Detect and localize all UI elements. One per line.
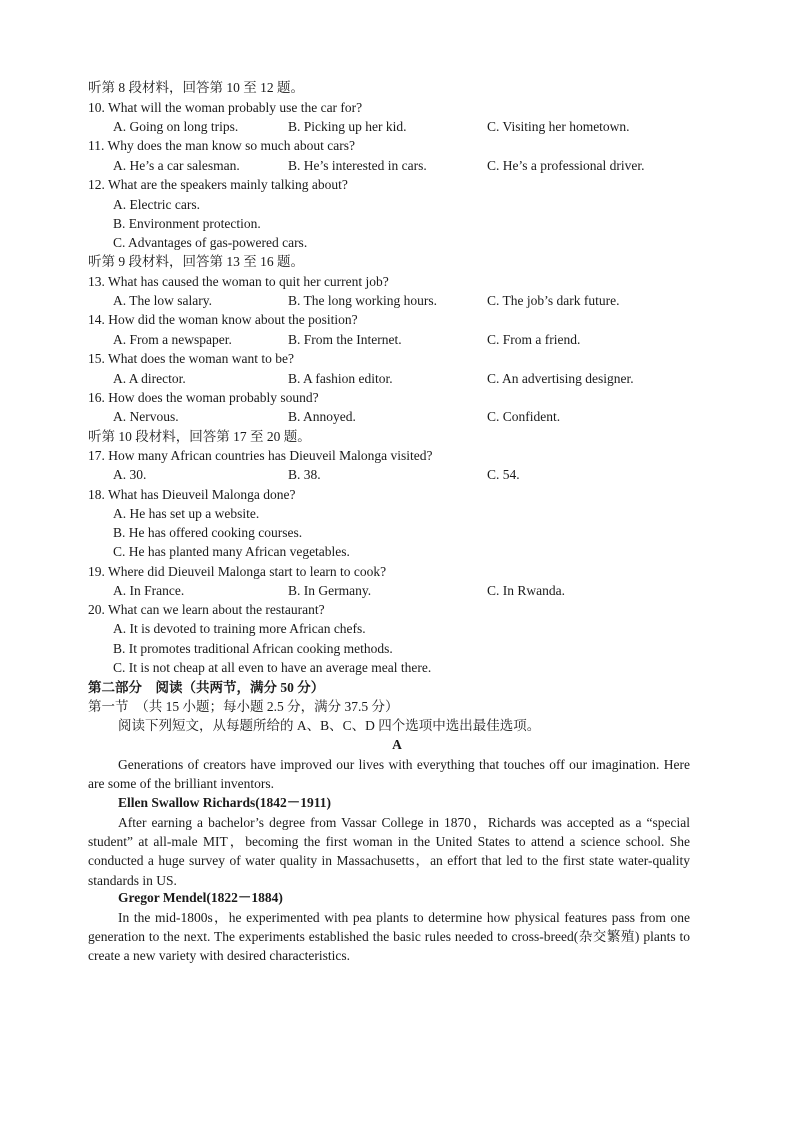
section-8-instruction: 听第 8 段材料，回答第 10 至 12 题。: [88, 80, 304, 95]
person1-heading: Ellen Swallow Richards(1842－1911): [118, 795, 332, 810]
q20-option-c: C. It is not cheap at all even to have an average meal there.: [113, 660, 432, 675]
q11-stem: 11. Why does the man know so much about cars?: [88, 138, 355, 153]
section-9-instruction: 听第 9 段材料，回答第 13 至 16 题。: [88, 254, 304, 269]
q11-option-a: A. He’s a car salesman.: [113, 158, 240, 173]
q10-option-a: A. Going on long trips.: [113, 119, 239, 134]
q12-option-c: C. Advantages of gas-powered cars.: [113, 235, 308, 250]
q16-option-a: A. Nervous.: [113, 409, 179, 424]
q16-option-b: B. Annoyed.: [288, 409, 356, 424]
q17-stem: 17. How many African countries has Dieuveil Malonga visited?: [88, 448, 433, 463]
q18-stem: 18. What has Dieuveil Malonga done?: [88, 487, 296, 502]
q17-option-c: C. 54.: [487, 467, 520, 482]
q19-option-c: C. In Rwanda.: [487, 583, 565, 598]
q10-option-c: C. Visiting her hometown.: [487, 119, 630, 134]
q18-option-a: A. He has set up a website.: [113, 506, 260, 521]
q20-option-b: B. It promotes traditional African cooking methods.: [113, 641, 393, 656]
q12-option-a: A. Electric cars.: [113, 197, 200, 212]
q17-option-b: B. 38.: [288, 467, 321, 482]
q16-stem: 16. How does the woman probably sound?: [88, 390, 319, 405]
q20-option-a: A. It is devoted to training more African chefs.: [113, 621, 366, 636]
q12-stem: 12. What are the speakers mainly talking about?: [88, 177, 348, 192]
q17-option-a: A. 30.: [113, 467, 147, 482]
q19-option-b: B. In Germany.: [288, 583, 372, 598]
q18-option-b: B. He has offered cooking courses.: [113, 525, 303, 540]
section-10-instruction: 听第 10 段材料，回答第 17 至 20 题。: [88, 429, 311, 444]
q12-option-b: B. Environment protection.: [113, 216, 261, 231]
section-one-title: 第一节 （共 15 小题；每小题 2.5 分，满分 37.5 分）: [88, 699, 399, 714]
q10-option-b: B. Picking up her kid.: [288, 119, 407, 134]
q13-stem: 13. What has caused the woman to quit her current job?: [88, 274, 389, 289]
person1-paragraph: After earning a bachelor’s degree from Vassar College in 1870，Richards was accepted as a “special student” at all-male MIT，becoming the first woman in the United States to attend a science school. She conducted a huge survey of water quality in Massachusetts，an effort that led to the first state water-quality standards in US.: [88, 815, 690, 888]
q10-stem: 10. What will the woman probably use the car for?: [88, 100, 363, 115]
q16-option-c: C. Confident.: [487, 409, 561, 424]
passage-label: A: [392, 737, 402, 752]
q20-stem: 20. What can we learn about the restaurant?: [88, 602, 325, 617]
q14-stem: 14. How did the woman know about the position?: [88, 312, 358, 327]
q13-option-b: B. The long working hours.: [288, 293, 437, 308]
q13-option-c: C. The job’s dark future.: [487, 293, 620, 308]
q19-stem: 19. Where did Dieuveil Malonga start to learn to cook?: [88, 564, 387, 579]
person2-paragraph: In the mid-1800s，he experimented with pea plants to determine how physical features pass from one generation to the next. The experiments established the basic rules needed to cross-breed(杂交繁殖) plants to create a new variety with desired characteristics.: [88, 910, 690, 964]
person2-heading: Gregor Mendel(1822－1884): [118, 890, 283, 905]
reading-instruction: 阅读下列短文，从每题所给的 A、B、C、D 四个选项中选出最佳选项。: [118, 718, 541, 733]
q14-option-b: B. From the Internet.: [288, 332, 402, 347]
q15-option-b: B. A fashion editor.: [288, 371, 393, 386]
q18-option-c: C. He has planted many African vegetables.: [113, 544, 350, 559]
q11-option-b: B. He’s interested in cars.: [288, 158, 427, 173]
q15-option-a: A. A director.: [113, 371, 186, 386]
q14-option-a: A. From a newspaper.: [113, 332, 232, 347]
part-two-title: 第二部分 阅读（共两节，满分 50 分）: [88, 680, 325, 695]
q19-option-a: A. In France.: [113, 583, 185, 598]
q15-stem: 15. What does the woman want to be?: [88, 351, 294, 366]
q13-option-a: A. The low salary.: [113, 293, 212, 308]
q11-option-c: C. He’s a professional driver.: [487, 158, 645, 173]
q14-option-c: C. From a friend.: [487, 332, 581, 347]
passage-intro: Generations of creators have improved our lives with everything that touches off our imagination. Here are some of the brilliant inventors.: [88, 757, 690, 792]
q15-option-c: C. An advertising designer.: [487, 371, 634, 386]
